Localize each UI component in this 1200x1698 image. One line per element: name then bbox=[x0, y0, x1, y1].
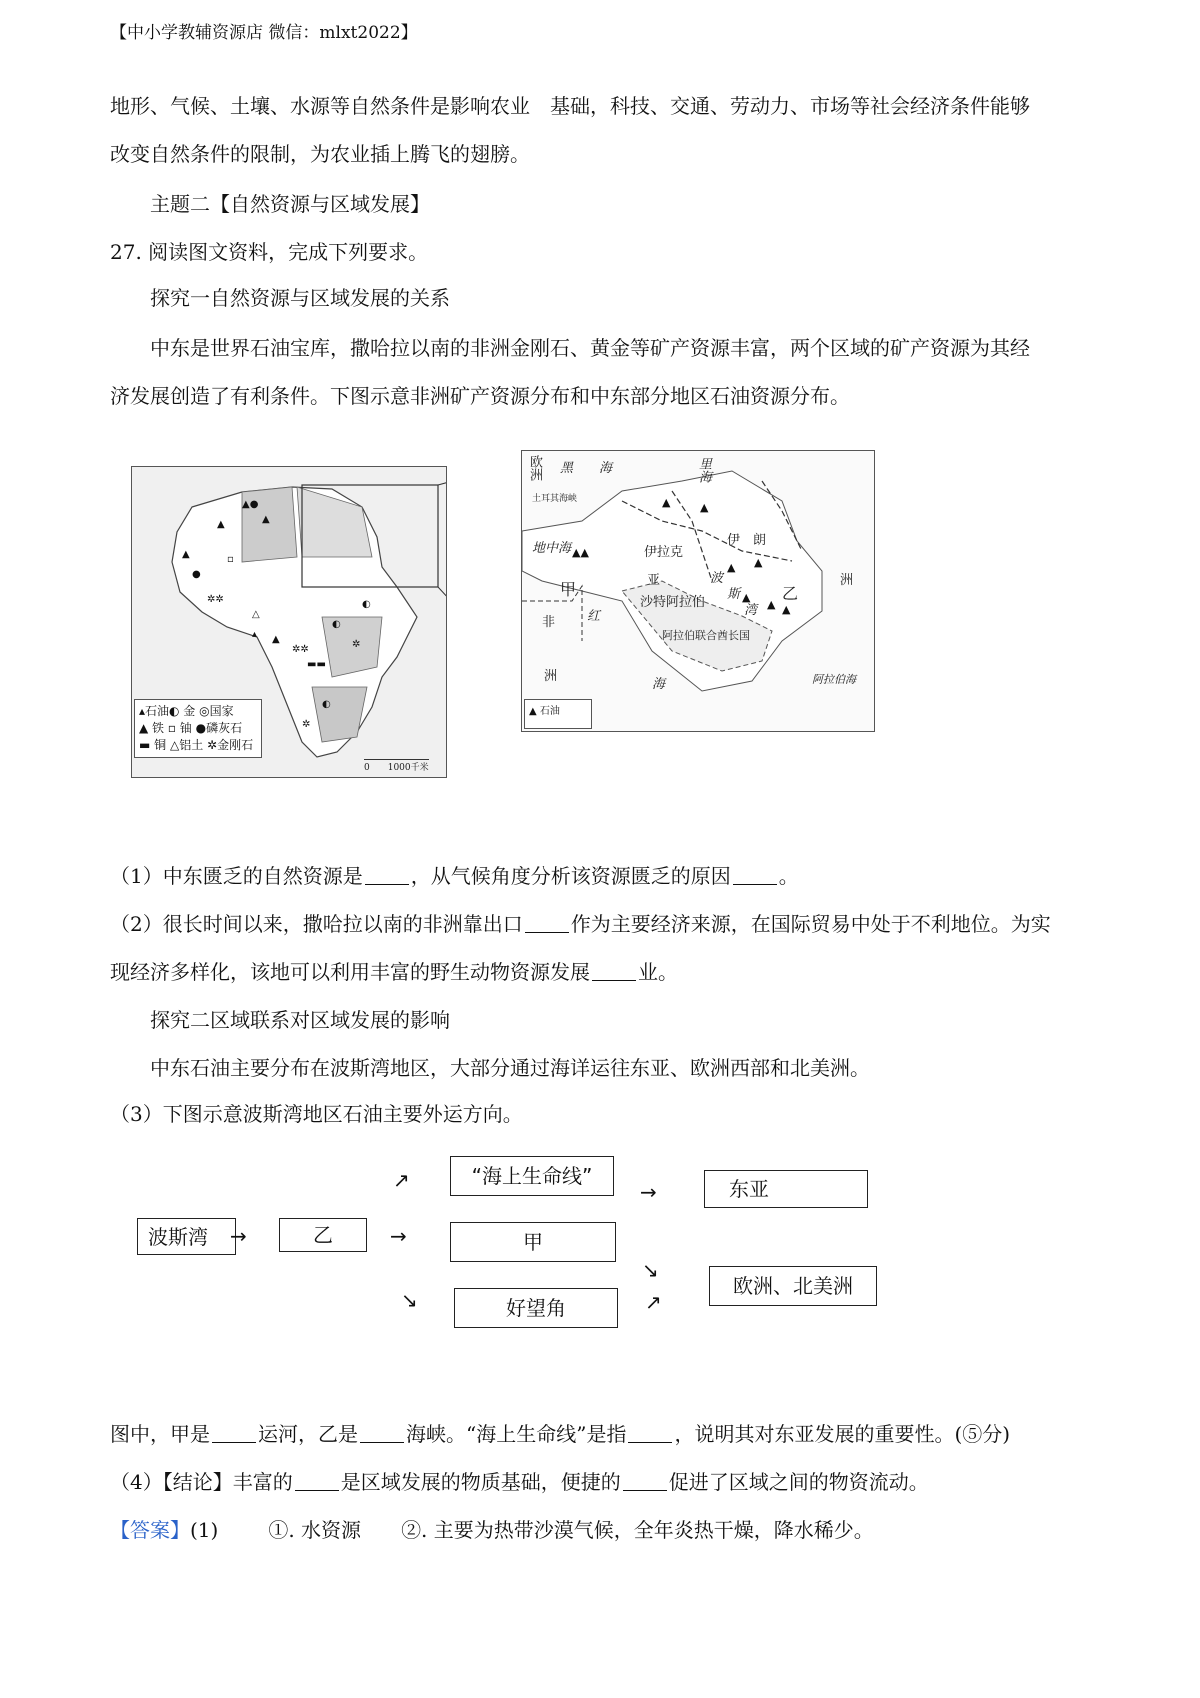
question-1 bbox=[110, 862, 799, 890]
explore-2-title: 探究二区域联系对区域发展的影响 bbox=[150, 1008, 450, 1032]
q3-text: 运河，乙是 bbox=[258, 1422, 358, 1446]
label-iran: 伊 朗 bbox=[727, 533, 767, 548]
question-3-fill bbox=[110, 1420, 1010, 1448]
svg-text:✲✲: ✲✲ bbox=[207, 594, 224, 605]
flow-east-asia: 东亚 bbox=[704, 1170, 868, 1208]
label-iraq: 伊拉克 bbox=[644, 545, 684, 560]
flow-jia: 甲 bbox=[450, 1222, 616, 1262]
label-zhou-left: 洲 bbox=[544, 669, 558, 684]
q1-blank-1[interactable] bbox=[365, 864, 409, 885]
question-4 bbox=[110, 1468, 929, 1496]
q1-text: ，从气候角度分析该资源匮乏的原因 bbox=[410, 864, 731, 888]
label-mediterranean: 地中海 bbox=[532, 541, 572, 556]
q3-blank-1[interactable] bbox=[212, 1422, 256, 1443]
flow-arrow-icon: → bbox=[640, 1180, 657, 1204]
label-black-sea: 黑 海 bbox=[560, 461, 613, 476]
q2-blank-1[interactable] bbox=[525, 912, 569, 933]
flow-arrow-up-icon: ↗ bbox=[393, 1168, 410, 1192]
label-jia: 甲 bbox=[560, 580, 577, 599]
svg-text:▲: ▲ bbox=[782, 603, 791, 616]
q3-blank-2[interactable] bbox=[360, 1422, 404, 1443]
flow-europe-na: 欧洲、北美洲 bbox=[709, 1266, 877, 1306]
label-uae: 阿拉伯联合酋长国 bbox=[662, 629, 750, 642]
mideast-map-legend: ▲ 石油 bbox=[524, 699, 592, 729]
svg-text:▲: ▲ bbox=[767, 598, 776, 611]
flow-lifeline: “海上生命线” bbox=[450, 1156, 614, 1196]
svg-text:▫: ▫ bbox=[227, 554, 234, 565]
label-saudi: 沙特阿拉伯 bbox=[640, 595, 706, 610]
label-africa: 非 bbox=[542, 615, 556, 630]
flow-persian-gulf: 波斯湾 bbox=[137, 1218, 236, 1255]
intro-line-1: 地形、气候、土壤、水源等自然条件是影响农业 基础，科技、交通、劳动力、市场等社会经济条件能够 bbox=[110, 94, 1030, 118]
explore-1-text-2: 济发展创造了有利条件。下图示意非洲矿产资源分布和中东部分地区石油资源分布。 bbox=[110, 384, 850, 408]
svg-text:▲: ▲ bbox=[262, 514, 270, 525]
q1-text: 。 bbox=[778, 864, 799, 888]
svg-text:▲: ▲ bbox=[662, 496, 671, 509]
q2-text: （2）很长时间以来，撒哈拉以南的非洲靠出口 bbox=[110, 912, 523, 936]
label-zhou-right: 洲 bbox=[840, 573, 854, 588]
label-arabian-sea: 阿拉伯海 bbox=[812, 673, 856, 686]
svg-text:◐: ◐ bbox=[332, 619, 341, 630]
q3-text: ，说明其对东亚发展的重要性。(⑤分) bbox=[674, 1422, 1011, 1446]
q2-text: 作为主要经济来源，在国际贸易中处于不利地位。为实 bbox=[570, 912, 1051, 936]
svg-text:△: △ bbox=[252, 609, 260, 620]
svg-text:▲●: ▲● bbox=[242, 499, 259, 510]
q3-blank-3[interactable] bbox=[628, 1422, 672, 1443]
svg-text:▴: ▴ bbox=[252, 629, 258, 640]
legend-row: ▴石油◐ 金 ◎国家 bbox=[139, 704, 234, 718]
svg-text:▲: ▲ bbox=[182, 549, 190, 560]
label-red-2: 海 bbox=[652, 677, 666, 692]
label-asia: 亚 bbox=[647, 573, 661, 588]
q4-text: 促进了区域之间的物资流动。 bbox=[668, 1470, 929, 1494]
flow-arrow-down-icon: ↘ bbox=[642, 1258, 659, 1282]
intro-line-2: 改变自然条件的限制，为农业插上腾飞的翅膀。 bbox=[110, 142, 530, 166]
legend-oil: 石油 bbox=[539, 706, 560, 717]
explore-2-text: 中东石油主要分布在波斯湾地区，大部分通过海详运往东亚、欧洲西部和北美洲。 bbox=[150, 1056, 870, 1080]
svg-text:▲: ▲ bbox=[217, 519, 225, 530]
q1-text: （1）中东匮乏的自然资源是 bbox=[110, 864, 363, 888]
svg-text:✲: ✲ bbox=[302, 719, 311, 730]
svg-text:▲: ▲ bbox=[727, 561, 736, 574]
answer-q: (1) bbox=[190, 1518, 219, 1542]
label-persian: 波 bbox=[710, 571, 724, 586]
label-europe: 欧洲 bbox=[527, 455, 542, 481]
answer-2: ②. 主要为热带沙漠气候，全年炎热干燥，降水稀少。 bbox=[401, 1518, 874, 1542]
q4-blank-1[interactable] bbox=[295, 1470, 339, 1491]
flow-arrow-up-icon: ↗ bbox=[645, 1290, 662, 1314]
explore-1-text-1: 中东是世界石油宝库，撒哈拉以南的非洲金刚石、黄金等矿产资源丰富，两个区域的矿产资源为其经 bbox=[150, 336, 1030, 360]
svg-text:✲✲: ✲✲ bbox=[292, 644, 309, 655]
q2-text: 现经济多样化，该地可以利用丰富的野生动物资源发展 bbox=[110, 960, 590, 984]
flow-cape: 好望角 bbox=[454, 1288, 618, 1328]
svg-text:◐: ◐ bbox=[362, 599, 371, 610]
label-persian-3: 湾 bbox=[744, 603, 758, 618]
question-27: 27. 阅读图文资料，完成下列要求。 bbox=[110, 240, 429, 264]
flow-arrow-icon: → bbox=[390, 1224, 407, 1248]
label-caspian: 里海 bbox=[696, 457, 711, 483]
africa-map-legend bbox=[134, 699, 262, 758]
question-3: （3）下图示意波斯湾地区石油主要外运方向。 bbox=[110, 1102, 523, 1126]
svg-text:▲: ▲ bbox=[754, 556, 763, 569]
svg-text:▲▲: ▲▲ bbox=[572, 546, 589, 559]
svg-text:▬▬: ▬▬ bbox=[307, 659, 326, 670]
label-bosporus: 土耳其海峡 bbox=[532, 494, 578, 504]
legend-row: ▲ 铁 ▫ 铀 ●磷灰石 bbox=[139, 721, 243, 735]
q4-text: （4）【结论】丰富的 bbox=[110, 1470, 293, 1494]
flow-arrow-down-icon: ↘ bbox=[401, 1288, 418, 1312]
answer-tag: 【答案】 bbox=[110, 1518, 190, 1542]
q1-blank-2[interactable] bbox=[733, 864, 777, 885]
header-watermark: 【中小学教辅资源店 微信：mlxt2022】 bbox=[110, 23, 418, 43]
svg-text:▲: ▲ bbox=[272, 634, 280, 645]
svg-text:✲: ✲ bbox=[352, 639, 361, 650]
africa-minerals-map bbox=[131, 466, 447, 778]
label-red: 红 bbox=[587, 609, 601, 624]
question-2-line-2 bbox=[110, 958, 678, 986]
q2-blank-2[interactable] bbox=[592, 960, 636, 981]
explore-1-title: 探究一自然资源与区域发展的关系 bbox=[150, 286, 450, 310]
svg-text:▲: ▲ bbox=[742, 591, 751, 604]
svg-text:●: ● bbox=[192, 569, 201, 580]
answer-line bbox=[110, 1516, 874, 1544]
answer-1: ①. 水资源 bbox=[268, 1518, 362, 1542]
q4-blank-2[interactable] bbox=[623, 1470, 667, 1491]
q3-text: 图中，甲是 bbox=[110, 1422, 210, 1446]
svg-text:◐: ◐ bbox=[322, 699, 331, 710]
label-yi: 乙 bbox=[782, 584, 799, 603]
svg-text:▲: ▲ bbox=[700, 501, 709, 514]
legend-row: ▬ 铜 △铝土 ✲金刚石 bbox=[139, 738, 254, 752]
flow-yi: 乙 bbox=[279, 1218, 367, 1252]
scale-bar: 0 1000千米 bbox=[364, 759, 429, 773]
flow-arrow-icon: → bbox=[230, 1224, 247, 1248]
middle-east-oil-map bbox=[521, 450, 875, 732]
q4-text: 是区域发展的物质基础，便捷的 bbox=[340, 1470, 621, 1494]
label-persian-2: 斯 bbox=[727, 587, 741, 602]
q3-text: 海峡。“海上生命线”是指 bbox=[406, 1422, 627, 1446]
q2-text: 业。 bbox=[638, 960, 678, 984]
theme-title: 主题二【自然资源与区域发展】 bbox=[150, 192, 430, 216]
question-2 bbox=[110, 910, 1051, 938]
